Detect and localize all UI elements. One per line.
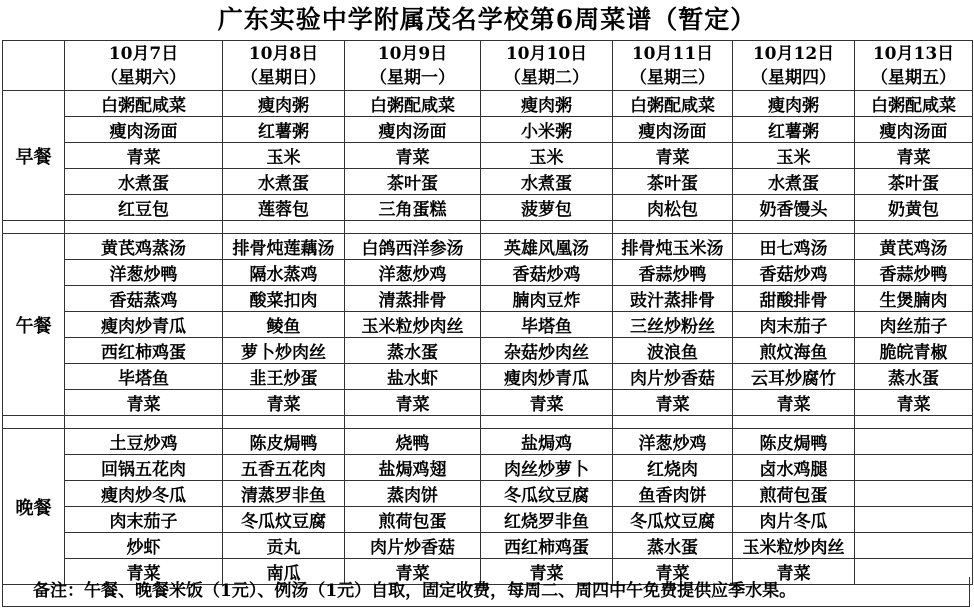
gap-cell: [3, 416, 65, 429]
dish-cell: 玉米: [733, 143, 855, 169]
dish-cell: 西红柿鸡蛋: [481, 533, 613, 559]
gap-cell: [855, 221, 973, 234]
table-row: [3, 312, 973, 338]
meal-label: 午餐: [3, 234, 65, 416]
dish-cell: 玉米: [481, 143, 613, 169]
dish-cell: 冬瓜炆豆腐: [223, 507, 345, 533]
dish-cell: 红烧肉: [613, 455, 733, 481]
dish-cell: 青菜: [855, 143, 973, 169]
dish-cell: 盐水虾: [345, 364, 481, 390]
dish-cell: 香菇炒鸡: [481, 260, 613, 286]
dish-cell: 隔水蒸鸡: [223, 260, 345, 286]
dish-cell: 肉松包: [613, 195, 733, 221]
dish-cell: 香蒜炒鸭: [855, 260, 973, 286]
gap-cell: [345, 221, 481, 234]
dish-cell: 三丝炒粉丝: [613, 312, 733, 338]
table-row: [3, 286, 973, 312]
dish-cell: 白粥配咸菜: [613, 91, 733, 117]
dish-cell: 小米粥: [481, 117, 613, 143]
day-header: [481, 41, 613, 91]
footnote: 备注：午餐、晚餐米饭（1元）、例汤（1元）自取，固定收费，每周二、周四中午免费提供应季水果。: [2, 577, 970, 607]
dish-cell: 肉片冬瓜: [733, 507, 855, 533]
dish-cell: 白粥配咸菜: [65, 91, 223, 117]
dish-cell: 肉片炒香菇: [345, 533, 481, 559]
dish-cell: 肉丝炒萝卜: [481, 455, 613, 481]
dish-cell: 南瓜: [223, 559, 345, 585]
dish-cell: 玉米粒炒肉丝: [733, 533, 855, 559]
dish-cell: 鱼香肉饼: [613, 481, 733, 507]
dish-cell: 蒸水蛋: [345, 338, 481, 364]
dish-cell: 瘦肉汤面: [613, 117, 733, 143]
dish-cell: 豉汁蒸排骨: [613, 286, 733, 312]
dish-cell: 水煮蛋: [733, 169, 855, 195]
dish-cell: 红薯粥: [733, 117, 855, 143]
day-header: [65, 41, 223, 91]
dish-cell: 青菜: [613, 559, 733, 585]
gap-cell: [613, 221, 733, 234]
dish-cell: 肉末茄子: [65, 507, 223, 533]
dish-cell: 清蒸排骨: [345, 286, 481, 312]
dish-cell: 红烧罗非鱼: [481, 507, 613, 533]
dish-cell: 青菜: [613, 390, 733, 416]
gap-cell: [481, 416, 613, 429]
dish-cell: 瘦肉粥: [733, 91, 855, 117]
dish-cell: 奶香馒头: [733, 195, 855, 221]
gap-cell: [481, 221, 613, 234]
dish-cell: 清蒸罗非鱼: [223, 481, 345, 507]
header-row: [3, 41, 973, 91]
dish-cell: 萝卜炒肉丝: [223, 338, 345, 364]
dish-cell: 回锅五花肉: [65, 455, 223, 481]
table-row: [3, 455, 973, 481]
dish-cell: 韭王炒蛋: [223, 364, 345, 390]
dish-cell: 香蒜炒鸭: [613, 260, 733, 286]
gap-cell: [855, 416, 973, 429]
dish-cell: 煎荷包蛋: [733, 481, 855, 507]
dish-cell: 煎炆海鱼: [733, 338, 855, 364]
table-row: [3, 429, 973, 455]
dish-cell: 蒸肉饼: [345, 481, 481, 507]
day-header: [855, 41, 973, 91]
dish-cell: 玉米粒炒肉丝: [345, 312, 481, 338]
dish-cell: 鲮鱼: [223, 312, 345, 338]
dish-cell: 英雄风凰汤: [481, 234, 613, 260]
gap-cell: [223, 416, 345, 429]
table-row: [3, 260, 973, 286]
dish-cell: 青菜: [223, 390, 345, 416]
dish-cell: 洋葱炒鸡: [345, 260, 481, 286]
dish-cell: 五香五花肉: [223, 455, 345, 481]
dish-cell: 酸菜扣肉: [223, 286, 345, 312]
table-row: [3, 533, 973, 559]
table-row: [3, 234, 973, 260]
gap-cell: [613, 416, 733, 429]
dish-cell: 陈皮焗鸭: [223, 429, 345, 455]
day-weekday: （星期三）: [630, 67, 715, 88]
table-row: [3, 507, 973, 533]
dish-cell: 青菜: [65, 143, 223, 169]
dish-cell: 烧鸭: [345, 429, 481, 455]
dish-cell: 莲蓉包: [223, 195, 345, 221]
dish-cell: 腩肉豆炸: [481, 286, 613, 312]
dish-cell: 盐焗鸡: [481, 429, 613, 455]
dish-cell: 瘦肉粥: [223, 91, 345, 117]
gap-cell: [3, 221, 65, 234]
table-row: [3, 364, 973, 390]
dish-cell: 水煮蛋: [481, 169, 613, 195]
dish-cell: 青菜: [345, 559, 481, 585]
dish-cell: 排骨炖莲藕汤: [223, 234, 345, 260]
day-header: [223, 41, 345, 91]
day-weekday: （星期五）: [871, 67, 956, 88]
dish-cell: 青菜: [65, 390, 223, 416]
dish-cell: 白粥配咸菜: [855, 91, 973, 117]
dish-cell: 蒸水蛋: [855, 364, 973, 390]
dish-cell: 青菜: [855, 390, 973, 416]
dish-cell: 香菇蒸鸡: [65, 286, 223, 312]
dish-cell: 菠萝包: [481, 195, 613, 221]
dish-cell: 洋葱炒鸡: [613, 429, 733, 455]
dish-cell: 盐焗鸡翅: [345, 455, 481, 481]
dish-cell: 煎荷包蛋: [345, 507, 481, 533]
dish-cell: 瘦肉炒青瓜: [481, 364, 613, 390]
dish-cell: 瘦肉汤面: [855, 117, 973, 143]
dish-cell: 云耳炒腐竹: [733, 364, 855, 390]
table-row: [3, 169, 973, 195]
dish-cell: 白粥配咸菜: [345, 91, 481, 117]
day-header: [613, 41, 733, 91]
table-row: [3, 195, 973, 221]
dish-cell: [855, 481, 973, 507]
dish-cell: 茶叶蛋: [855, 169, 973, 195]
day-weekday: （星期一）: [370, 67, 455, 88]
dish-cell: 瘦肉汤面: [345, 117, 481, 143]
dish-cell: 生煲腩肉: [855, 286, 973, 312]
gap-cell: [223, 221, 345, 234]
dish-cell: 水煮蛋: [65, 169, 223, 195]
dish-cell: 排骨炖玉米汤: [613, 234, 733, 260]
dish-cell: 土豆炒鸡: [65, 429, 223, 455]
dish-cell: 瘦肉炒青瓜: [65, 312, 223, 338]
gap-cell: [345, 416, 481, 429]
dish-cell: 三角蛋糕: [345, 195, 481, 221]
day-header: [345, 41, 481, 91]
table-row: [3, 91, 973, 117]
dish-cell: [855, 455, 973, 481]
table-row: [3, 481, 973, 507]
dish-cell: 脆皖青椒: [855, 338, 973, 364]
dish-cell: 白鸽西洋参汤: [345, 234, 481, 260]
dish-cell: 青菜: [481, 390, 613, 416]
dish-cell: 洋葱炒鸭: [65, 260, 223, 286]
section-gap: [3, 221, 973, 234]
gap-cell: [733, 416, 855, 429]
dish-cell: 玉米: [223, 143, 345, 169]
dish-cell: 波浪鱼: [613, 338, 733, 364]
dish-cell: 青菜: [345, 143, 481, 169]
dish-cell: 瘦肉汤面: [65, 117, 223, 143]
dish-cell: 肉片炒香菇: [613, 364, 733, 390]
menu-table: [2, 40, 973, 585]
dish-cell: 黄芪鸡蒸汤: [65, 234, 223, 260]
dish-cell: 卤水鸡腿: [733, 455, 855, 481]
day-weekday: （星期日）: [241, 67, 326, 88]
dish-cell: 蒸水蛋: [613, 533, 733, 559]
table-row: [3, 143, 973, 169]
page-title: 广东实验中学附属茂名学校第6周菜谱（暂定）: [217, 5, 757, 34]
dish-cell: 茶叶蛋: [345, 169, 481, 195]
day-date: 10月8日: [248, 43, 319, 64]
dish-cell: 青菜: [65, 559, 223, 585]
dish-cell: 毕塔鱼: [481, 312, 613, 338]
dish-cell: 陈皮焗鸭: [733, 429, 855, 455]
day-weekday: （星期二）: [504, 67, 589, 88]
gap-cell: [65, 221, 223, 234]
dish-cell: 肉末茄子: [733, 312, 855, 338]
dish-cell: 奶黄包: [855, 195, 973, 221]
dish-cell: 炒虾: [65, 533, 223, 559]
section-gap: [3, 416, 973, 429]
dish-cell: 青菜: [345, 390, 481, 416]
dish-cell: 茶叶蛋: [613, 169, 733, 195]
dish-cell: 瘦肉粥: [481, 91, 613, 117]
dish-cell: 青菜: [481, 559, 613, 585]
dish-cell: 杂菇炒肉丝: [481, 338, 613, 364]
dish-cell: 甜酸排骨: [733, 286, 855, 312]
dish-cell: 田七鸡汤: [733, 234, 855, 260]
dish-cell: 毕塔鱼: [65, 364, 223, 390]
meal-label: 晚餐: [3, 429, 65, 585]
day-date: 10月7日: [108, 43, 179, 64]
day-date: 10月11日: [631, 43, 714, 64]
dish-cell: 水煮蛋: [223, 169, 345, 195]
dish-cell: 冬瓜纹豆腐: [481, 481, 613, 507]
dish-cell: 红薯粥: [223, 117, 345, 143]
dish-cell: 冬瓜炆豆腐: [613, 507, 733, 533]
dish-cell: 青菜: [733, 390, 855, 416]
corner-cell: [3, 41, 65, 91]
day-header: [733, 41, 855, 91]
dish-cell: [855, 533, 973, 559]
day-date: 10月12日: [752, 43, 835, 64]
gap-cell: [65, 416, 223, 429]
day-weekday: （星期六）: [101, 67, 186, 88]
dish-cell: 香菇炒鸡: [733, 260, 855, 286]
dish-cell: 肉丝茄子: [855, 312, 973, 338]
day-date: 10月13日: [872, 43, 955, 64]
day-date: 10月10日: [505, 43, 588, 64]
dish-cell: 青菜: [733, 559, 855, 585]
dish-cell: [855, 429, 973, 455]
day-weekday: （星期四）: [751, 67, 836, 88]
table-row: [3, 338, 973, 364]
dish-cell: 黄芪鸡汤: [855, 234, 973, 260]
day-date: 10月9日: [377, 43, 448, 64]
dish-cell: 红豆包: [65, 195, 223, 221]
dish-cell: 瘦肉炒冬瓜: [65, 481, 223, 507]
dish-cell: [855, 507, 973, 533]
dish-cell: 西红柿鸡蛋: [65, 338, 223, 364]
table-row: [3, 117, 973, 143]
dish-cell: 青菜: [613, 143, 733, 169]
table-row: [3, 390, 973, 416]
dish-cell: 贡丸: [223, 533, 345, 559]
gap-cell: [733, 221, 855, 234]
meal-label: 早餐: [3, 91, 65, 221]
